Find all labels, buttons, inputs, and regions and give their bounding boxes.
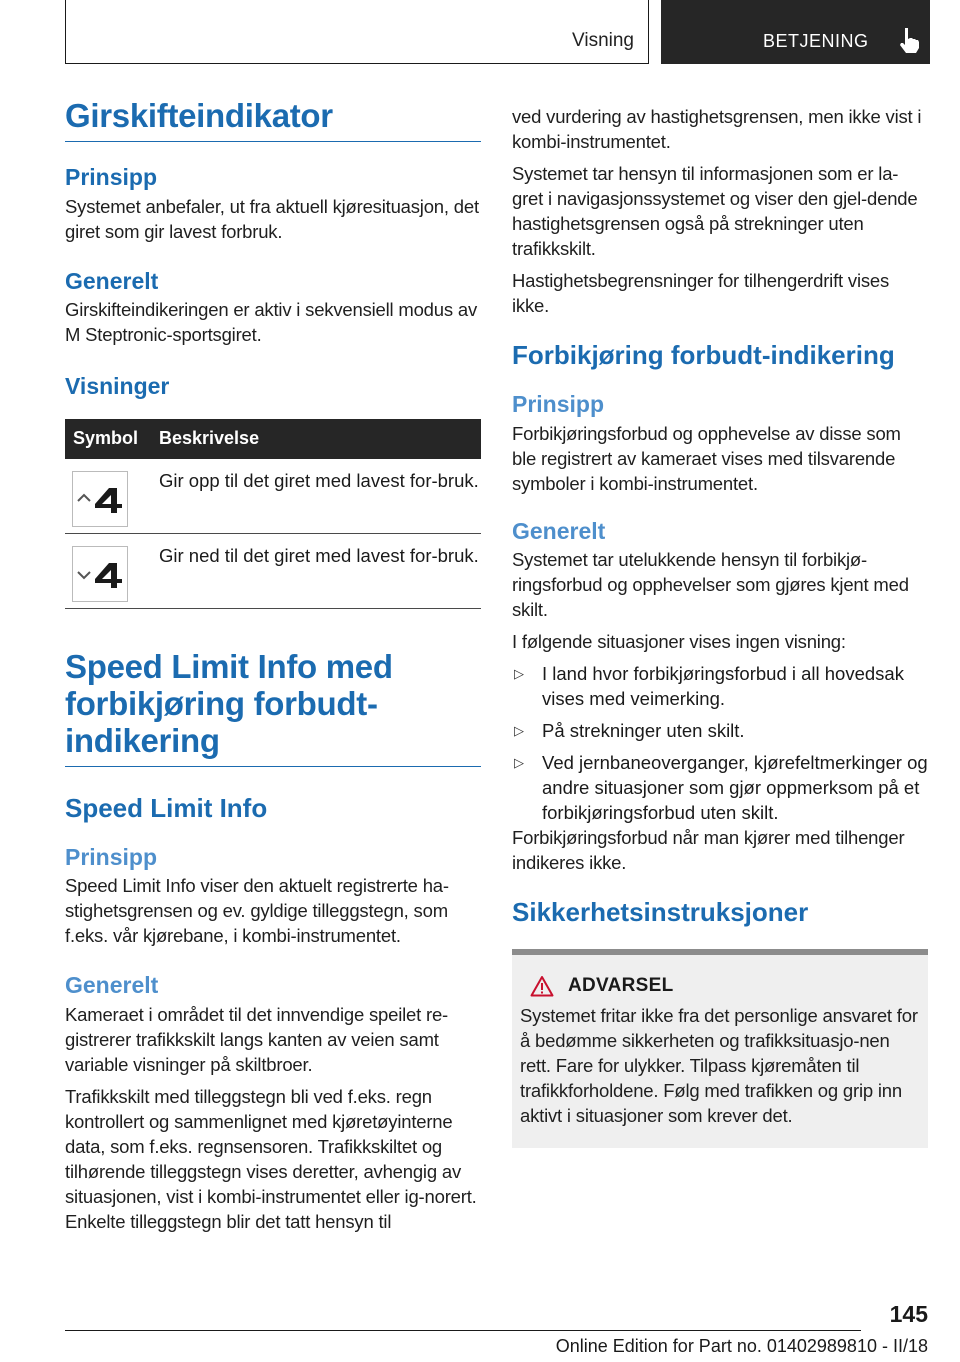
general-text: Girskifteindikeringen er aktiv i sekvensiell modus av M Steptronic-sportsgiret. — [65, 299, 477, 346]
table-header-description: Beskrivelse — [159, 428, 260, 449]
principle-text: Systemet anbefaler, ut fra aktuell kjøresituasjon, det giret som gir lavest forbruk. — [65, 195, 479, 242]
table-row — [65, 459, 481, 534]
page-title-gear-indicator: Girskifteindikator — [65, 98, 481, 142]
heading-speed-limit-info: Speed Limit Info — [65, 792, 268, 823]
page-number: 145 — [889, 1301, 928, 1327]
table-header — [65, 419, 481, 459]
shift-down-4-icon — [72, 546, 128, 602]
warning-title-row — [530, 975, 920, 997]
footer-edition: Online Edition for Part no. 01402989810 - II/18 — [555, 1336, 928, 1356]
warning-box — [512, 949, 928, 1148]
shift-up-4-icon — [72, 471, 128, 527]
warning-title: ADVARSEL — [568, 974, 674, 996]
heading-displays: Visninger — [65, 373, 170, 400]
list-item: ▷ I land hvor forbikjøringsforbud i all hovedsak vises med veimerking. — [514, 663, 904, 710]
ot-general-text-2: I følgende situasjoner vises ingen visning: — [512, 631, 846, 653]
pointing-hand-icon — [897, 26, 921, 54]
table-row — [65, 534, 481, 609]
continued-text-3: Hastighetsbegrensninger for tilhengerdrift vises ikke. — [512, 270, 890, 316]
bullet-triangle-icon: ▷ — [514, 723, 524, 739]
symbol-table — [65, 419, 481, 609]
heading-principle: Prinsipp — [65, 163, 158, 190]
continued-text-2: Systemet tar hensyn til informasjonen som er la-gret i navigasjonssystemet og viser den gjel-dende hastighetsgrensen også på strekninger uten trafikkskilt. — [512, 163, 918, 259]
table-header-symbol: Symbol — [73, 428, 139, 449]
ot-general-text-3: Forbikjøringsforbud når man kjører med tilhenger indikeres ikke. — [512, 827, 905, 874]
sli-principle-text: Speed Limit Info viser den aktuelt registrerte ha-stighetsgrensen og ev. gyldige tilleggstegn, som f.eks. vår kjørebane, i kombi-instrumentet. — [65, 875, 449, 947]
right-column — [512, 104, 928, 1148]
header-section-box — [65, 0, 649, 64]
ot-general-text-1: Systemet tar utelukkende hensyn til forbikjø-ringsforbud og opphevelser som gjøres kjent med skilt. — [512, 549, 909, 621]
bullet-triangle-icon: ▷ — [514, 755, 524, 771]
row-description: Gir opp til det giret med lavest for-bruk. — [159, 469, 479, 491]
footer-rule — [65, 1330, 861, 1331]
warning-triangle-icon — [530, 975, 554, 997]
heading-overtaking: Forbikjøring forbudt-indikering — [512, 340, 895, 370]
continued-text-1: ved vurdering av hastighetsgrensen, men ikke vist i kombi-instrumentet. — [512, 106, 922, 152]
row-description: Gir ned til det giret med lavest for-bruk. — [159, 544, 479, 566]
sli-general-text-1: Kameraet i området til det innvendige speilet re-gistrerer trafikkskilt langs kanten av veien samt variable visninger på skiltbroer. — [65, 1003, 449, 1075]
heading-safety: Sikkerhetsinstruksjoner — [512, 897, 809, 928]
header-chapter-box — [661, 0, 930, 64]
left-column — [65, 98, 481, 1234]
heading-sli-general: Generelt — [65, 972, 159, 999]
heading-sli-principle: Prinsipp — [65, 843, 158, 870]
heading-ot-general: Generelt — [512, 517, 606, 544]
heading-ot-principle: Prinsipp — [512, 391, 605, 418]
header-section-label: Visning — [572, 30, 634, 51]
list-item: ▷ På strekninger uten skilt. — [514, 720, 745, 742]
warning-text: Systemet fritar ikke fra det personlige ansvaret for å bedømme sikkerheten og trafikksituasjo-nen rett. Fare for ulykker. Tilpass kjøremåten til trafikkforholdene. Følg med trafikken og grip inn aktivt i situasjoner som krever det. — [520, 1004, 918, 1126]
list-item: ▷ Ved jernbaneoverganger, kjørefeltmerkinger og andre situasjoner som gjør oppmerksom på et forbikjøringsforbud uten skilt. — [514, 752, 928, 824]
ot-principle-text: Forbikjøringsforbud og opphevelse av disse som ble registrert av kameraet vises med tilsvarende symboler i kombi-instrumentet. — [512, 422, 901, 494]
bullet-triangle-icon: ▷ — [514, 666, 524, 682]
sli-general-text-2: Trafikkskilt med tilleggstegn bli ved f.eks. regn kontrollert og sammenlignet med kjøretøyinterne data, som f.eks. regnsensoren. Trafikkskiltet og tilhørende tilleggstegn vises deretter, avhengig av situasjonen, vist i kombi-instrumentet eller ig-norert. Enkelte tilleggstegn blir det tatt hensyn til — [65, 1085, 477, 1232]
page-title-speed-limit: Speed Limit Info med forbikjøring forbudt-indikering — [65, 649, 481, 767]
heading-general: Generelt — [65, 267, 159, 294]
header-chapter-label: BETJENING — [763, 31, 869, 51]
situations-list — [512, 661, 928, 825]
